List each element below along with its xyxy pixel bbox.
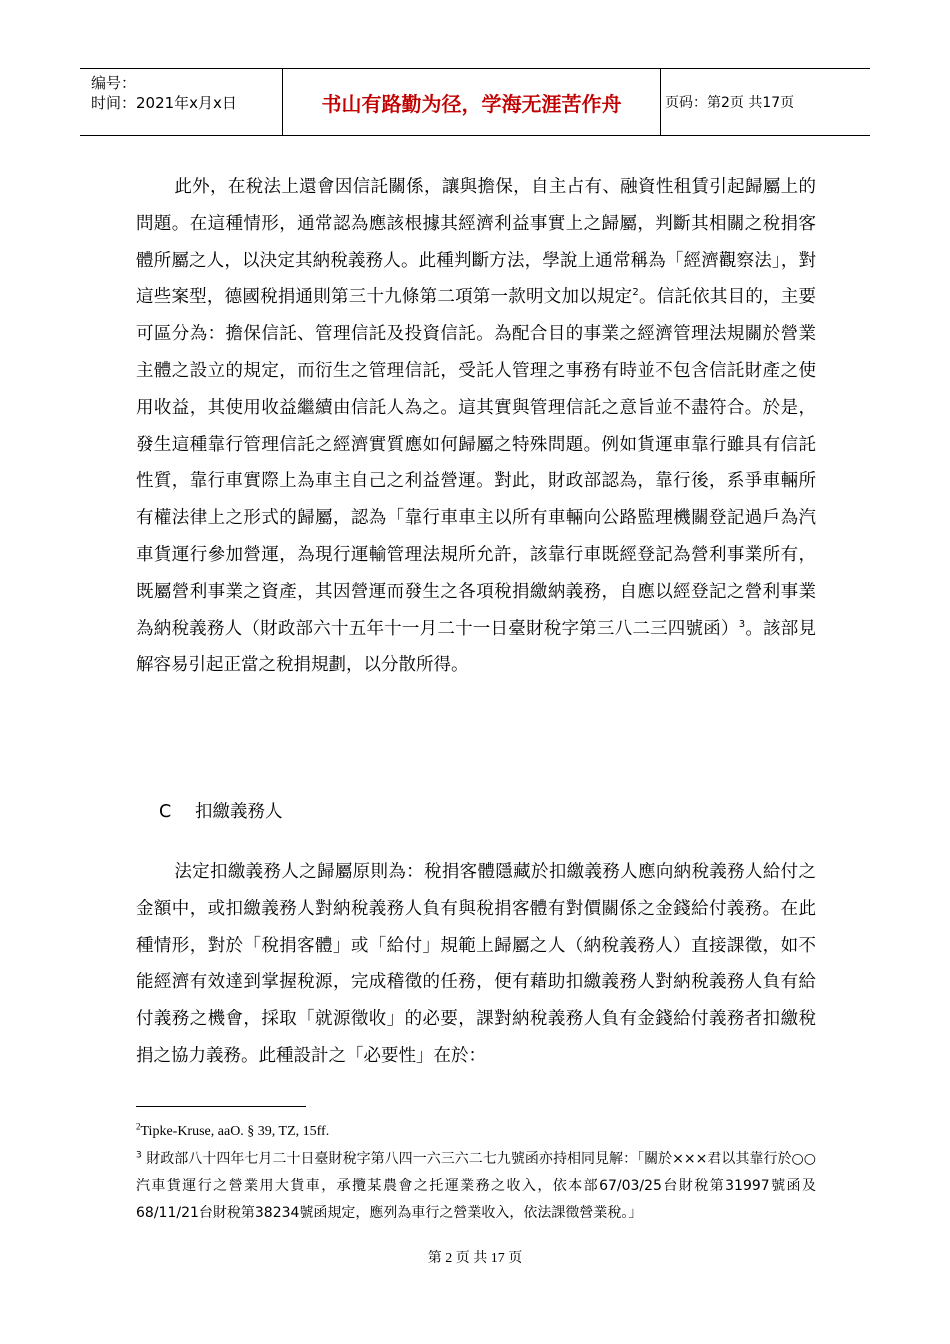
footnote-separator xyxy=(136,1106,306,1107)
paragraph-withholding-agent xyxy=(136,854,816,1075)
header-meta xyxy=(80,69,283,135)
document-date: 时间：2021年x月x日 xyxy=(91,94,237,112)
page-footer: 第 2 页 共 17 页 xyxy=(427,1251,523,1266)
section-title: 扣繳義務人 xyxy=(195,802,283,822)
document-number-label: 编号： xyxy=(91,74,137,92)
header-page-info: 页码：第2页 共17页 xyxy=(665,95,795,111)
footnote-number: 2 xyxy=(136,1121,141,1132)
paragraph-text: 此外，在稅法上還會因信託關係，讓與擔保，自主占有、融資性租賃引起歸屬上的問題。在這種情形，通常認為應該根據其經濟利益事實上之歸屬，判斷其相關之稅捐客體所屬之人，以決定其納稅義務人。此種判斷方法，學說上通常稱為「經濟觀察法」，對這些案型，德國稅捐通則第三十九條第二項第一款明文加以規定 xyxy=(136,177,816,308)
paragraph-text: 。該部見解容易引起正當之稅捐規劃，以分散所得。 xyxy=(136,618,817,676)
paragraph-text: 法定扣繳義務人之歸屬原則為：稅捐客體隱藏於扣繳義務人應向納稅義務人給付之金額中，或扣繳義務人對納稅義務人負有與稅捐客體有對價關係之金錢給付義務。在此種情形，對於「稅捐客體」或「給付」規範上歸屬之人（納稅義務人）直接課徵，如不能經濟有效達到掌握稅源，完成稽徵的任務，便有藉助扣繳義務人對納稅義務人負有給付義務之機會，採取「就源徵收」的必要，課對納稅義務人負有金錢給付義務者扣繳稅捐之協力義務。此種設計之「必要性」在於： xyxy=(136,862,816,1066)
footnote-ref-2[interactable]: 2 xyxy=(632,287,639,299)
section-heading xyxy=(159,798,283,823)
footnote-text: Tipke-Kruse, aaO. § 39, TZ, 15ff. xyxy=(140,1124,330,1139)
footnote-3 xyxy=(136,1146,816,1227)
header-motto: 书山有路勤为径，学海无涯苦作舟 xyxy=(283,69,661,135)
footnote-ref-3[interactable]: 3 xyxy=(738,618,746,630)
document-header xyxy=(80,68,870,136)
footnote-text: 財政部八十四年七月二十日臺財稅字第八四一六三六二七九號函亦持相同見解：「關於×××君以其靠行於○○汽車貨運行之營業用大貨車，承攬某農會之托運業務之收入，依本部67/03/25台財稅第31997號函及68/11/21台財稅第38234號函規定，應列為車行之營業收入，依法課徵營業稅。」 xyxy=(136,1151,816,1221)
footnote-number: 3 xyxy=(136,1150,142,1161)
paragraph-trust-attribution xyxy=(136,169,816,684)
section-number: C xyxy=(159,802,172,822)
paragraph-text: 。信託依其目的，主要可區分為：擔保信託、管理信託及投資信託。為配合目的事業之經濟管理法規關於營業主體之設立的規定，而衍生之管理信託，受託人管理之事務有時並不包含信託財產之使用收益，其使用收益繼續由信託人為之。這其實與管理信託之意旨並不盡符合。於是，發生這種靠行管理信託之經濟實質應如何歸屬之特殊問題。例如貨運車靠行雖具有信託性質，靠行車實際上為車主自己之利益營運。對此，財政部認為，靠行後，系爭車輛所有權法律上之形式的歸屬，認為「靠行車車主以所有車輛向公路監理機關登記過戶為汽車貨運行參加營運，為現行運輸管理法規所允許，該靠行車既經登記為營利事業所有，既屬營利事業之資產，其因營運而發生之各項稅捐繳納義務，自應以經登記之營利事業為納稅義務人（財政部六十五年十一月二十一日臺財稅字第三八二三四號函） xyxy=(136,287,817,639)
footnote-2 xyxy=(136,1118,816,1145)
